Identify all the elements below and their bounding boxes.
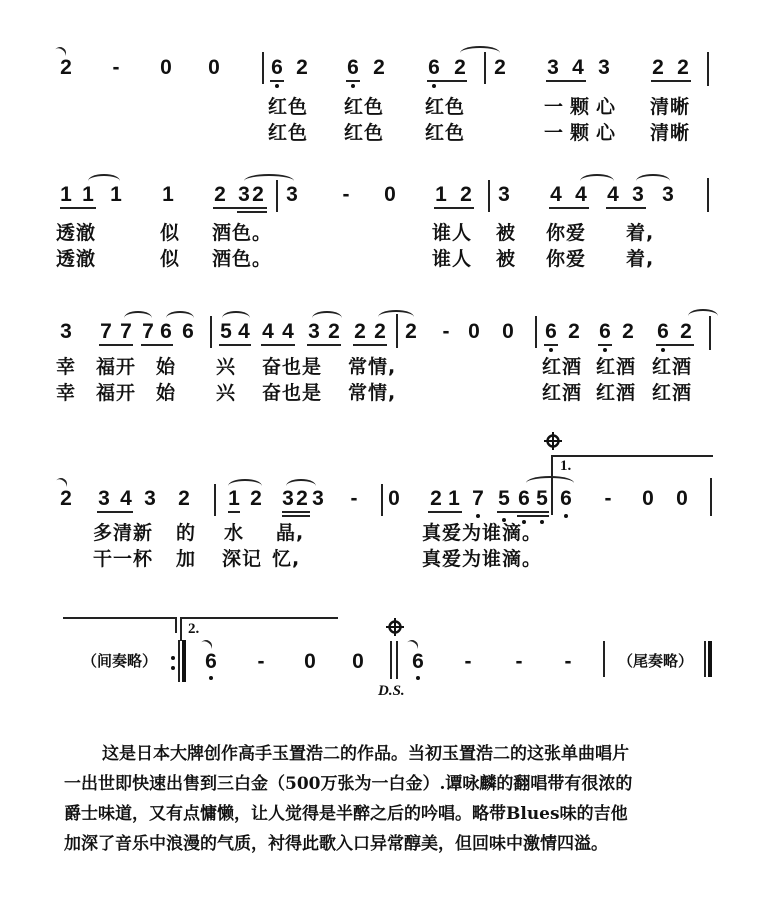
note: 2 [250, 487, 262, 510]
lyric: 奋也是 [262, 356, 323, 378]
description-line: 爵士味道，又有点慵懒，让人觉得是半醉之后的吟唱。略带Blues味的吉他 [64, 804, 628, 824]
note: - [442, 320, 450, 343]
note: 4 [607, 183, 619, 206]
coda-icon [386, 618, 404, 636]
barline [381, 484, 383, 516]
note: 1 [60, 183, 72, 206]
volta-bracket-2 [180, 617, 338, 641]
barline [707, 52, 709, 86]
note: 6 [545, 320, 557, 343]
note: 0 [208, 56, 220, 79]
underline [282, 511, 310, 513]
note: 3 [98, 487, 110, 510]
underline [99, 344, 133, 346]
barline [707, 178, 709, 212]
double-underline [517, 515, 549, 517]
volta-label: 2. [188, 621, 200, 637]
volta-1-end-line [63, 617, 175, 619]
lyric: 深记 [222, 548, 263, 570]
note: - [350, 487, 358, 510]
note: 1 [435, 183, 447, 206]
lyric: 福开 [96, 356, 137, 378]
note: - [604, 487, 612, 510]
lyric: 一颗心 [544, 96, 623, 118]
note: 2 [214, 183, 226, 206]
underline [97, 511, 133, 513]
double-barline [390, 641, 392, 679]
note: 3 [286, 183, 298, 206]
lyric: 红酒 [596, 382, 637, 404]
note: 2 [430, 487, 442, 510]
barline [603, 641, 605, 677]
note: 6 [428, 56, 440, 79]
low-dot [564, 514, 568, 518]
note: 2 [568, 320, 580, 343]
note: 6 [205, 650, 217, 673]
note: 3 [308, 320, 320, 343]
lyric: 忆, [272, 548, 301, 570]
dash: - [564, 650, 572, 673]
repeat-barline-thin [178, 640, 180, 682]
lyric: 透澈 [56, 248, 97, 270]
lyric: 谁人 [432, 248, 473, 270]
underline [606, 207, 646, 209]
lyric: 着, [626, 222, 655, 244]
double-underline [237, 211, 267, 213]
note: 2 [677, 56, 689, 79]
barline [210, 316, 212, 348]
note: 3 [598, 56, 610, 79]
lyric: 幸 [56, 382, 77, 404]
lyric: 你爱 [546, 222, 587, 244]
low-dot [603, 348, 607, 352]
lyric: 红色 [344, 122, 385, 144]
note: 2 [373, 56, 385, 79]
note: 2 [178, 487, 190, 510]
note: 2 [405, 320, 417, 343]
lyric: 兴 [216, 382, 237, 404]
lyric: 常情, [348, 356, 397, 378]
note: 4 [550, 183, 562, 206]
note: 1 [110, 183, 122, 206]
tie [312, 311, 342, 325]
lyric: 红色 [268, 122, 309, 144]
lyric: 被 [496, 248, 517, 270]
note: 7 [100, 320, 112, 343]
note: 2 [296, 487, 308, 510]
double-barline [396, 641, 398, 679]
note: 1 [448, 487, 460, 510]
note: 1 [162, 183, 174, 206]
lyric: 酒色。 [212, 222, 273, 244]
lyric: 清晰 [650, 96, 691, 118]
underline [428, 511, 462, 513]
lyric: 似 [160, 222, 181, 244]
repeat-dot [171, 656, 175, 660]
final-barline-thin [704, 641, 706, 677]
dash: - [257, 650, 265, 673]
lyric: 晶, [276, 522, 305, 544]
dash: - [464, 650, 472, 673]
underline [651, 80, 691, 82]
barline [484, 52, 486, 84]
lyric: 你爱 [546, 248, 587, 270]
lyric: 真爱为谁滴。 [422, 548, 543, 570]
dal-segno-label: D.S. [378, 683, 405, 699]
description-line: 这是日本大牌创作高手玉置浩二的作品。当初玉置浩二的这张单曲唱片 [102, 744, 629, 764]
lyric: 红色 [425, 96, 466, 118]
underline [261, 344, 295, 346]
lyric: 福开 [96, 382, 137, 404]
note: 0 [642, 487, 654, 510]
low-dot [351, 84, 355, 88]
lyric: 幸 [56, 356, 77, 378]
lyric: 红酒 [542, 382, 583, 404]
volta-1-end-tick [175, 617, 177, 633]
repeat-dot [171, 666, 175, 670]
note: 6 [599, 320, 611, 343]
note: 2 [60, 56, 72, 79]
barline [262, 52, 264, 84]
underline [497, 511, 549, 513]
lyric: 透澈 [56, 222, 97, 244]
underline [219, 344, 251, 346]
note: 2 [494, 56, 506, 79]
note: 2 [252, 183, 264, 206]
lyric: 一颗心 [544, 122, 623, 144]
low-dot [432, 84, 436, 88]
double-underline [282, 515, 310, 517]
note: 2 [296, 56, 308, 79]
volta-label: 1. [560, 458, 572, 474]
description-line: 一出世即快速出售到三白金（500万张为一白金）.谭咏麟的翻唱带有很浓的 [64, 774, 633, 794]
note: 6 [160, 320, 172, 343]
lyric: 兴 [216, 356, 237, 378]
note: 4 [120, 487, 132, 510]
coda-icon [544, 432, 562, 450]
note: 2 [328, 320, 340, 343]
note: 0 [304, 650, 316, 673]
note: 4 [262, 320, 274, 343]
dash: - [515, 650, 523, 673]
lyric: 红酒 [652, 356, 693, 378]
note: 4 [575, 183, 587, 206]
outro-omitted-label: （尾奏略） [618, 652, 694, 670]
low-dot [209, 676, 213, 680]
underline [213, 207, 267, 209]
note: 0 [160, 56, 172, 79]
note: 2 [354, 320, 366, 343]
lyric: 红色 [344, 96, 385, 118]
note: 6 [657, 320, 669, 343]
barline [551, 481, 553, 515]
lyric: 奋也是 [262, 382, 323, 404]
description-line: 加深了音乐中浪漫的气质，衬得此歌入口异常醇美，但回味中激情四溢。 [64, 834, 608, 854]
underline [656, 344, 694, 346]
underline [434, 207, 474, 209]
note: 6 [182, 320, 194, 343]
note: 5 [536, 487, 548, 510]
lyric: 谁人 [432, 222, 473, 244]
final-barline-thick [708, 641, 712, 677]
low-dot [275, 84, 279, 88]
lyric: 似 [160, 248, 181, 270]
underline [549, 207, 589, 209]
underline [60, 207, 96, 209]
lyric: 着, [626, 248, 655, 270]
note: 3 [498, 183, 510, 206]
note: 4 [282, 320, 294, 343]
note: 0 [388, 487, 400, 510]
note: 1 [228, 487, 240, 510]
note: 3 [238, 183, 250, 206]
note: 2 [60, 487, 72, 510]
underline [544, 344, 558, 346]
underline [598, 344, 612, 346]
lyric: 红色 [425, 122, 466, 144]
underline [270, 80, 284, 82]
lyric: 常情, [348, 382, 397, 404]
lyric: 红色 [268, 96, 309, 118]
underline [141, 344, 173, 346]
underline [228, 511, 240, 513]
repeat-barline-thick [182, 640, 186, 682]
low-dot [476, 514, 480, 518]
lyric: 始 [156, 356, 177, 378]
lyric: 被 [496, 222, 517, 244]
tie [688, 309, 718, 323]
barline [710, 478, 712, 516]
barline [535, 316, 537, 348]
barline [214, 484, 216, 516]
underline [546, 80, 586, 82]
note: - [342, 183, 350, 206]
note: 6 [518, 487, 530, 510]
note: 2 [652, 56, 664, 79]
note: 7 [142, 320, 154, 343]
underline [346, 80, 360, 82]
note: 4 [572, 56, 584, 79]
barline [709, 316, 711, 350]
low-dot [416, 676, 420, 680]
lyric: 真爱为谁滴。 [422, 522, 543, 544]
note: 5 [220, 320, 232, 343]
note: 6 [560, 487, 572, 510]
low-dot [549, 348, 553, 352]
lyric: 红酒 [652, 382, 693, 404]
lyric: 加 [176, 548, 197, 570]
note: 3 [662, 183, 674, 206]
note: 6 [412, 650, 424, 673]
lyric: 清晰 [650, 122, 691, 144]
lyric: 多清新 [93, 522, 154, 544]
note: 0 [468, 320, 480, 343]
volta-bracket-1 [551, 455, 713, 481]
note: 3 [312, 487, 324, 510]
note: 2 [680, 320, 692, 343]
note: 2 [622, 320, 634, 343]
barline [488, 180, 490, 212]
barline [276, 180, 278, 212]
note: 2 [460, 183, 472, 206]
dash: - [112, 56, 120, 79]
lyric: 酒色。 [212, 248, 273, 270]
tie [222, 311, 250, 325]
underline [353, 344, 387, 346]
note: 0 [384, 183, 396, 206]
interlude-omitted-label: （间奏略） [82, 652, 158, 670]
underline [307, 344, 341, 346]
note: 3 [144, 487, 156, 510]
barline [396, 314, 398, 348]
note: 2 [454, 56, 466, 79]
underline [427, 80, 467, 82]
note: 3 [60, 320, 72, 343]
note: 6 [271, 56, 283, 79]
lyric: 红酒 [542, 356, 583, 378]
low-dot [661, 348, 665, 352]
note: 1 [82, 183, 94, 206]
note: 7 [120, 320, 132, 343]
note: 0 [352, 650, 364, 673]
lyric: 始 [156, 382, 177, 404]
note: 0 [502, 320, 514, 343]
note: 5 [498, 487, 510, 510]
note: 3 [282, 487, 294, 510]
note: 6 [347, 56, 359, 79]
note: 0 [676, 487, 688, 510]
note: 2 [374, 320, 386, 343]
lyric: 水 [224, 522, 245, 544]
note: 3 [547, 56, 559, 79]
lyric: 红酒 [596, 356, 637, 378]
lyric: 干一杯 [93, 548, 154, 570]
note: 7 [472, 487, 484, 510]
note: 4 [238, 320, 250, 343]
note: 3 [632, 183, 644, 206]
lyric: 的 [176, 522, 197, 544]
